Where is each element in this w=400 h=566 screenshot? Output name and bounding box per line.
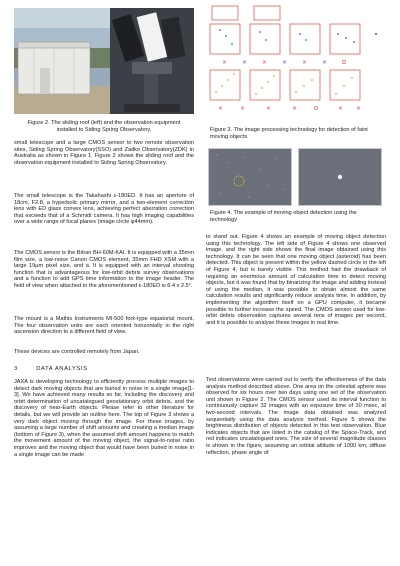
section-title: DATA ANALYSIS <box>36 366 88 372</box>
marker-x-icon: × <box>322 59 328 66</box>
figure-4-caption: Figure 4. The example of moving object detection using the technology <box>210 210 357 223</box>
svg-text:×: × <box>266 105 272 112</box>
figure-3-caption: Figure 3. The image processing technology for detection of faint moving objects <box>210 127 368 140</box>
marker-x-icon: × <box>302 59 308 66</box>
figure-3-diagram <box>206 0 386 120</box>
paragraph-test-observations: Test observations were carried out to verify the effectiveness of the data analysis method described above. One area on the celestial sphere was observed for six hours over two days using one set of the observation unit shown in Figure 2. The CMOS sensor used its interval function to continuously capture 32 images with an exposure time of 10 msec, at two-second intervals. The image data obtained was analyzed sequentially using the data analysis method. Figure 5 shows the brightness distribution of objects detected in this test observation. Blue indicates objects that are listed in the catalog of the Space-Track, and red indicates uncatalogued ones. The size of several magnitude classes is shown in the figure, assuming an orbital altitude of 1000 km, diffuse reflection, phase angle of <box>206 377 386 456</box>
marker-x-icon: × <box>282 59 288 66</box>
paragraph-data-analysis: JAXA is developing technology to efficiently process multiple images to detect dark moving objects that are buried in noise in a single image[1-3]. We have achieved many results so far, including the discovery and orbit determination of uncatalogued geostationary orbit debris, and the discovery of near-Earth objects. Please refer to other literature for details, but we will provide an outline here. The top of Figure 3 shows a very dark object moving through the image. For these images, by assuming a large number of shift amounts and creating a median image (bottom of Figure 3), when the assumed shift amount happens to match the movement amount of the moving object, the signal-to-noise ratio improves and the moving object that would have been buried in noise in a single image can be made <box>14 379 194 458</box>
svg-text:×: × <box>356 105 362 112</box>
paragraph-intro: small telescope and a large CMOS sensor to two remote observation sites, Siding Spring Observatory(SSO) and Zadko Observatory(ZDK) in Australia as shown in Figure 1. Figure 2 shows the sliding roof and the observation equipment installed to Siding Spring Observatory. <box>14 140 194 166</box>
paragraph-mount: The mount is a Mathis Instruments MI-500 fork-type equatorial mount. The four observation units are each oriented horizontally in the right ascension direction to a different field of view. <box>14 316 194 336</box>
paragraph-figure-4-discussion: to stand out. Figure 4 shows an example of moving object detection using this technology. The left side of Figure 4 shows one observed image, and the right side shows the final image obtained using this technology. It can be seen that one moving object (asteroid) has been detected. This object is present within the yellow dashed circle in the left of Figure 4, but is barely visible. This method had the drawback of requiring an enormous amount of calculation time to detect moving objects, but it was found that by binarizing the image and adding instead of using the median, it was possible to obtain almost the same calculation results and significantly reduce analysis time. In addition, by implementing the algorithm itself on a GPU computer, it became possible to further increase the speed. The CMOS sensor used for low-orbit debris observation captures several tens of images per second, and it is possible to analyse these images in real time. <box>206 234 386 326</box>
section-number: 3 <box>14 366 18 372</box>
paragraph-remote: These devices are controlled remotely from Japan. <box>14 349 140 355</box>
paragraph-telescope: The small telescope is the Takahashi ε-180ED. It has an aperture of 18cm, F2.8, a hyperbolic primary mirror, and a two-element correction lens with ED glass convex lens, achieving perfect aberration correction that exceeds that of a Schmidt camera. It has high imaging capabilities over a wide range of focal planes (image circle φ44mm). <box>14 193 194 226</box>
observed-image-drawing <box>209 149 291 205</box>
marker-x-icon: × <box>222 59 228 66</box>
figure-2-caption: Figure 2. The sliding roof (left) and the observation equipment installed to Siding Spring Observatory. <box>27 120 181 133</box>
figure-4-final-image <box>298 148 382 206</box>
marker-x-icon: × <box>262 59 268 66</box>
svg-text:×: × <box>218 105 224 112</box>
section-heading <box>14 366 88 372</box>
figure-3-drawing <box>206 0 386 120</box>
svg-text:×: × <box>240 105 246 112</box>
marker-x-icon: × <box>242 59 248 66</box>
svg-text:×: × <box>292 105 298 112</box>
observatory-photo-drawing <box>14 8 194 114</box>
svg-text:×: × <box>338 105 344 112</box>
final-image-drawing <box>299 149 381 205</box>
figure-2-photo <box>14 8 194 114</box>
marker-circle-icon <box>342 60 346 64</box>
figure-4-observed-image <box>208 148 292 206</box>
paragraph-cmos: The CMOS sensor is the Bitran BH-60M-KAI. It is equipped with a 35mm film size, a low-noise Canon CMOS element, 35mm FHD XSM with a large 19μm pixel size, and a. It is equipped with an interval shooting function that is advantageous for low-orbit debris survey observations and a function to add GPS time information to the image header. The field of view when attached to the aforementioned ε-180ED is 6.4 x 2.5°. <box>14 250 195 289</box>
